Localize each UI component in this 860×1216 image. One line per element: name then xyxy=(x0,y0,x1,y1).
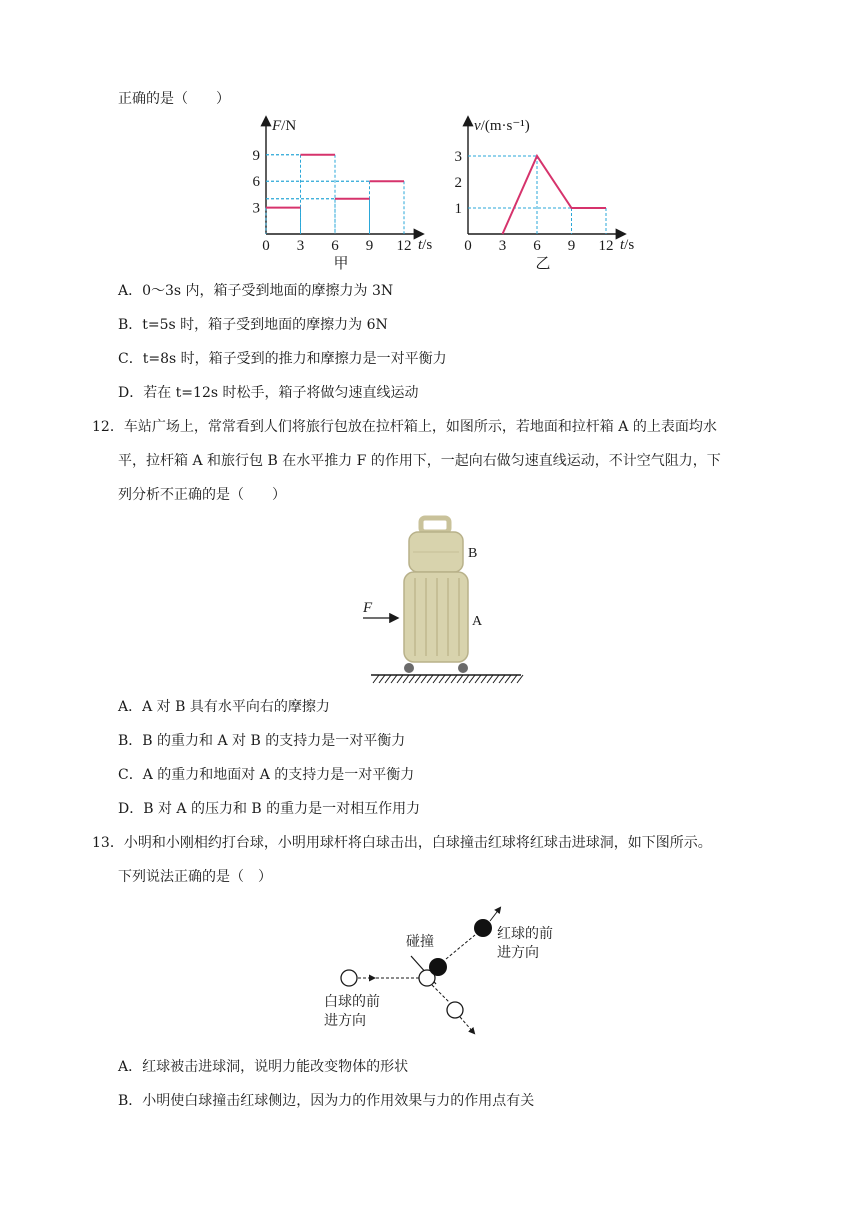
q13-option-a: A．红球被击进球洞，说明力能改变物体的形状 xyxy=(118,1059,409,1075)
x-tick-label: 3 xyxy=(498,238,507,254)
q11-option-c: C．t=8s 时，箱子受到的推力和摩擦力是一对平衡力 xyxy=(118,351,447,367)
hatch-stroke xyxy=(415,675,421,683)
hatch-stroke xyxy=(463,675,469,683)
white-direction-label-1: 白球的前 xyxy=(324,995,380,1010)
red-ball-arrow xyxy=(490,908,500,921)
q13-stem-line-1: 13．小明和小刚相约打台球，小明用球杆将白球击出，白球撞击红球将红球击进球洞，如下图所示。 xyxy=(92,835,712,851)
q12-option-b: B．B 的重力和 A 对 B 的支持力是一对平衡力 xyxy=(118,733,406,749)
y-tick-label: 9 xyxy=(252,147,260,164)
y-tick-label: 2 xyxy=(454,175,462,191)
white-direction-label-2: 进方向 xyxy=(324,1014,366,1029)
y-tick-label: 6 xyxy=(252,174,260,191)
q12-option-d: D．B 对 A 的压力和 B 的重力是一对相互作用力 xyxy=(118,801,421,817)
hatch-stroke xyxy=(493,675,499,683)
series-lines xyxy=(503,156,607,234)
q11-option-b: B．t=5s 时，箱子受到地面的摩擦力为 6N xyxy=(118,317,388,333)
q12-stem-line-2: 平，拉杆箱 A 和旅行包 B 在水平推力 F 的作用下，一起向右做匀速直线运动，不计空气阻力，下 xyxy=(118,453,721,469)
q12-stem-line-1: 12．车站广场上，常常看到人们将旅行包放在拉杆箱上，如图所示，若地面和拉杆箱 A 的上表面均水 xyxy=(92,419,717,435)
graph-caption: 甲 xyxy=(333,256,349,272)
hatch-stroke xyxy=(385,675,391,683)
collide-label: 碰撞 xyxy=(406,935,434,950)
wheel xyxy=(458,663,468,673)
hatch-stroke xyxy=(433,675,439,683)
x-tick-label: 9 xyxy=(567,238,576,254)
q13-option-b: B．小明使白球撞击红球侧边，因为力的作用效果与力的作用点有关 xyxy=(118,1093,535,1109)
x-axis-label: t/s xyxy=(418,237,433,253)
q11-stem-tail: 正确的是（ ） xyxy=(118,91,230,107)
hatch-stroke xyxy=(409,675,415,683)
ground-hatch xyxy=(373,675,523,683)
guide-lines xyxy=(266,155,404,234)
red-direction-label-1: 红球的前 xyxy=(497,927,553,942)
hatch-stroke xyxy=(445,675,451,683)
hatch-stroke xyxy=(487,675,493,683)
label-b: B xyxy=(468,546,478,561)
white-ball-start xyxy=(341,970,357,986)
graph-jia xyxy=(248,112,438,274)
label-a: A xyxy=(472,614,483,629)
y-tick-label: 1 xyxy=(454,201,462,217)
red-direction-label-2: 进方向 xyxy=(497,946,539,961)
white-ball-after-path xyxy=(432,985,449,1002)
hatch-stroke xyxy=(439,675,445,683)
hatch-stroke xyxy=(457,675,463,683)
hatch-stroke xyxy=(373,675,379,683)
x-tick-label: 0 xyxy=(464,238,472,254)
x-tick-label: 12 xyxy=(396,238,412,254)
label-f: F xyxy=(363,600,373,616)
billiards-figure xyxy=(318,900,578,1040)
q11-option-d: D．若在 t=12s 时松手，箱子将做匀速直线运动 xyxy=(118,385,419,401)
hatch-stroke xyxy=(511,675,517,683)
white-ball-after xyxy=(447,1002,463,1018)
x-tick-label: 6 xyxy=(331,238,339,254)
hatch-stroke xyxy=(517,675,523,683)
hatch-stroke xyxy=(451,675,457,683)
hatch-stroke xyxy=(403,675,409,683)
graph-caption: 乙 xyxy=(535,256,551,272)
wheel xyxy=(404,663,414,673)
hatch-stroke xyxy=(469,675,475,683)
red-ball-path xyxy=(446,935,475,959)
hatch-stroke xyxy=(499,675,505,683)
q12-stem-line-3: 列分析不正确的是（ ） xyxy=(118,487,286,503)
hatch-stroke xyxy=(391,675,397,683)
red-ball-collision xyxy=(429,958,447,976)
hatch-stroke xyxy=(427,675,433,683)
q11-option-a: A．0～3s 内，箱子受到地面的摩擦力为 3N xyxy=(118,283,394,299)
hatch-stroke xyxy=(505,675,511,683)
q12-option-a: A．A 对 B 具有水平向右的摩擦力 xyxy=(118,699,330,715)
white-ball-after-arrow xyxy=(460,1017,474,1033)
x-tick-label: 0 xyxy=(262,238,270,254)
x-tick-label: 3 xyxy=(296,238,305,254)
y-tick-label: 3 xyxy=(454,149,462,165)
hatch-stroke xyxy=(379,675,385,683)
graph-yi xyxy=(450,112,640,274)
bag-handle xyxy=(421,518,449,532)
x-tick-label: 6 xyxy=(533,238,541,254)
guide-lines xyxy=(468,156,606,234)
series-line xyxy=(503,156,607,234)
hatch-stroke xyxy=(481,675,487,683)
q13-stem-line-2: 下列说法正确的是（ ） xyxy=(118,869,272,885)
x-axis-label: t/s xyxy=(620,237,635,253)
x-tick-label: 12 xyxy=(598,238,614,254)
y-axis-label: F/N xyxy=(272,118,297,134)
y-axis-label: v/(m·s⁻¹) xyxy=(474,118,530,134)
y-tick-label: 3 xyxy=(252,200,260,217)
hatch-stroke xyxy=(397,675,403,683)
red-ball-moved xyxy=(474,919,492,937)
q12-option-c: C．A 的重力和地面对 A 的支持力是一对平衡力 xyxy=(118,767,415,783)
x-tick-label: 9 xyxy=(365,238,374,254)
hatch-stroke xyxy=(421,675,427,683)
suitcase-figure xyxy=(355,512,530,688)
hatch-stroke xyxy=(475,675,481,683)
